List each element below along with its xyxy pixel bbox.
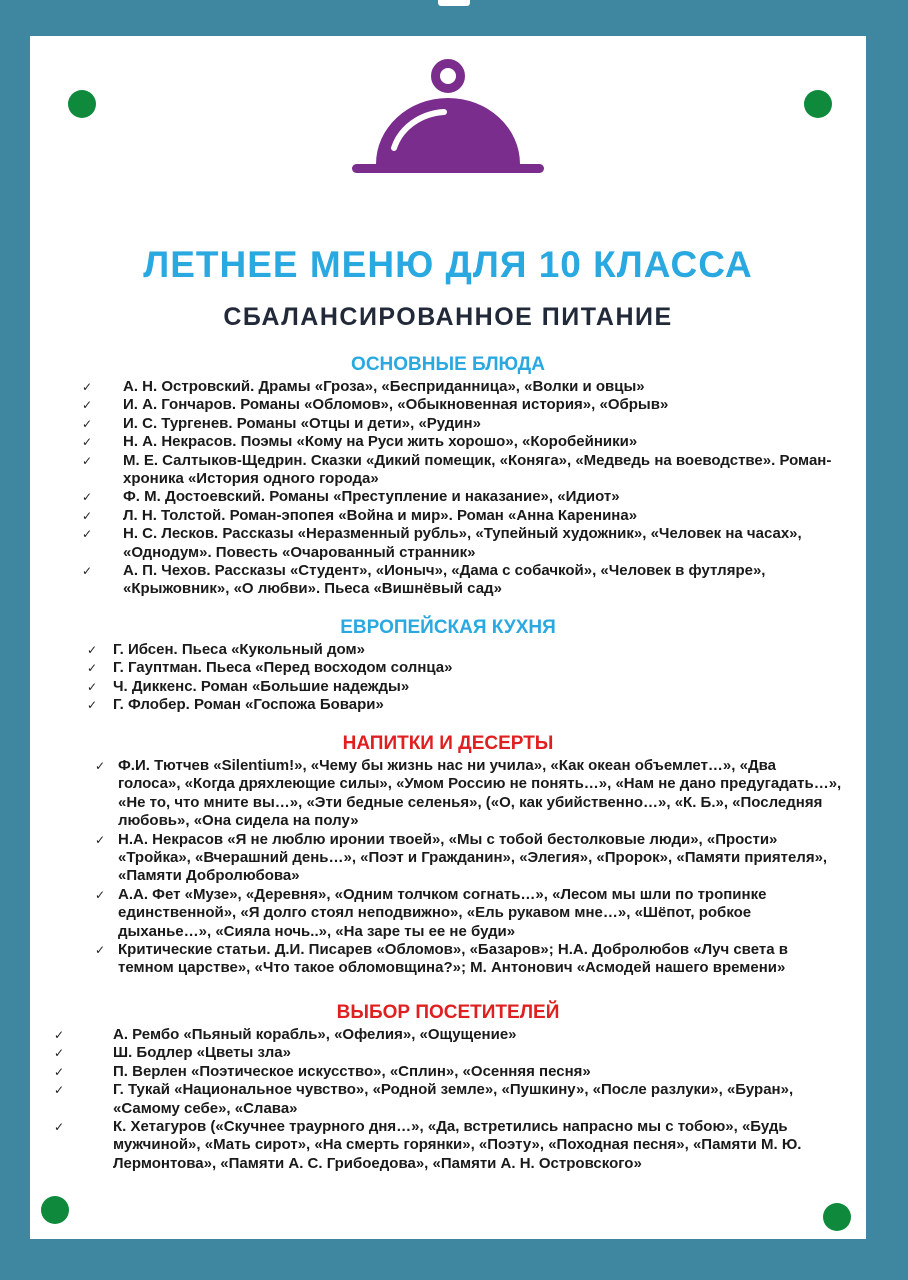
check-mark-icon: ✓ [54,1083,65,1098]
check-mark-icon: ✓ [82,490,93,505]
list-item [30,433,866,451]
item-text: К. Хетагуров («Скучнее траурного дня…», «Да, встретились напрасно мы с тобою», «Будь мужчиной», «Мать сирот», «На смерть горянки», «Поэту», «Походная песня», «Памяти М. Ю. Лермонтова», «Памяти А. С. Грибоедова», «Памяти А. Н. Островского» [113,1118,802,1172]
item-text: Л. Н. Толстой. Роман-эпопея «Война и мир». Роман «Анна Каренина» [123,506,638,524]
item-text: Н. С. Лесков. Рассказы «Неразменный рубль», «Тупейный художник», «Человек на часах», «Однодум». Повесть «Очарованный странник» [123,525,802,561]
list-item [30,886,866,941]
check-mark-icon: ✓ [95,759,106,773]
check-mark-icon: ✓ [82,527,93,542]
section-title: ОСНОВНЫЕ БЛЮДА [351,354,545,375]
section-european-cuisine [30,616,866,715]
list-item [30,452,866,489]
check-mark-icon: ✓ [82,380,93,394]
list-item [30,641,866,659]
check-mark-icon: ✓ [95,943,106,958]
list-item [30,831,866,886]
check-mark-icon: ✓ [95,832,106,847]
item-text: А.А. Фет «Музе», «Деревня», «Одним толчком согнать…», «Лесом мы шли по тропинке единственной», «Я долго стоял неподвижно», «Ель рукавом мне…», «Шёпот, робкое дыханье…», «Сияла ночь..», «На заре ты ее не буди» [118,885,767,940]
item-text: Г. Ибсен. Пьеса «Кукольный дом» [113,641,365,658]
item-text: Н. А. Некрасов. Поэмы «Кому на Руси жить хорошо», «Коробейники» [123,433,638,451]
list-item [30,378,866,396]
item-text: Г. Тукай «Национальное чувство», «Родной земле», «Пушкину», «После разлуки», «Буран», «Самому себе», «Слава» [113,1081,794,1117]
pin-bottom-right [823,1203,851,1231]
item-list [30,641,866,715]
list-item [30,562,866,599]
item-list [30,378,866,599]
list-item [30,678,866,696]
item-text: Критические статьи. Д.И. Писарев «Обломов», «Базаров»; Н.А. Добролюбов «Луч света в темном царстве», «Что такое обломовщина?»; М. Антонович «Асмодей нашего времени» [118,941,788,977]
list-item [30,1118,866,1173]
list-item [30,1026,866,1044]
pin-bottom-left [41,1196,69,1224]
item-text: М. Е. Салтыков-Щедрин. Сказки «Дикий помещик, «Коняга», «Медведь на воеводстве». Роман-хроника «История одного города» [123,451,832,488]
check-mark-icon: ✓ [87,643,98,657]
check-mark-icon: ✓ [54,1046,65,1061]
page-subtitle: СБАЛАНСИРОВАННОЕ ПИТАНИЕ [223,303,673,331]
check-mark-icon: ✓ [87,679,98,694]
list-item [30,659,866,677]
check-mark-icon: ✓ [82,564,93,579]
item-text: Г. Флобер. Роман «Госпожа Бовари» [113,696,384,714]
check-mark-icon: ✓ [87,661,98,676]
section-title: ВЫБОР ПОСЕТИТЕЛЕЙ [336,1002,560,1023]
check-mark-icon: ✓ [82,398,93,413]
item-text: А. П. Чехов. Рассказы «Студент», «Ионыч», «Дама с собачкой», «Человек в футляре», «Крыжовник», «О любви». Пьеса «Вишнёвый сад» [123,562,766,598]
item-text: Н.А. Некрасов «Я не люблю иронии твоей», «Мы с тобой бестолковые люди», «Прости» «Тройка», «Вчерашний день…», «Поэт и Гражданин», «Элегия», «Пророк», «Памяти приятеля», «Памяти Добролюбова» [118,830,828,885]
item-list [30,757,866,978]
check-mark-icon: ✓ [82,508,93,523]
serving-cloche-icon [348,56,548,176]
pin-top-left [68,90,96,118]
list-item [30,696,866,714]
item-text: П. Верлен «Поэтическое искусство», «Сплин», «Осенняя песня» [113,1062,591,1080]
list-item [30,525,866,562]
list-item [30,415,866,433]
list-item [30,1063,866,1081]
menu-sheet [30,36,866,1239]
frame-top-tab [438,0,470,6]
section-drinks-desserts [30,732,866,978]
item-text: А. Рембо «Пьяный корабль», «Офелия», «Ощущение» [113,1026,517,1043]
list-item [30,507,866,525]
check-mark-icon: ✓ [82,435,93,450]
section-visitors-choice [30,1001,866,1173]
list-item [30,396,866,414]
section-main-dishes [30,353,866,599]
list-item [30,941,866,978]
item-text: Ф.И. Тютчев «Silentium!», «Чему бы жизнь нас ни учила», «Как океан объемлет…», «Два голоса», «Когда дряхлеющие силы», «Умом Россию не понять…», «Нам не дано предугадать…», «Не то, что мните вы…», «Эти бедные селенья», («О, как убийственно…», «К. Б.», «Последняя любовь», «Она сидела на полу» [118,757,842,830]
page-title: ЛЕТНЕЕ МЕНЮ ДЛЯ 10 КЛАССА [143,244,753,285]
pin-top-right [804,90,832,118]
check-mark-icon: ✓ [82,416,93,431]
item-text: А. Н. Островский. Драмы «Гроза», «Бесприданница», «Волки и овцы» [123,378,645,395]
item-text: Ф. М. Достоевский. Романы «Преступление и наказание», «Идиот» [123,488,620,506]
item-text: Г. Гауптман. Пьеса «Перед восходом солнца» [113,659,453,677]
list-item [30,488,866,506]
item-text: Ш. Бодлер «Цветы зла» [113,1044,291,1062]
check-mark-icon: ✓ [54,1120,65,1135]
list-item [30,1044,866,1062]
section-title: НАПИТКИ И ДЕСЕРТЫ [342,733,554,754]
list-item [30,757,866,831]
item-text: И. С. Тургенев. Романы «Отцы и дети», «Рудин» [123,414,481,432]
item-list [30,1026,866,1173]
check-mark-icon: ✓ [82,453,93,468]
item-text: Ч. Диккенс. Роман «Большие надежды» [113,677,410,695]
check-mark-icon: ✓ [87,698,98,713]
section-title: ЕВРОПЕЙСКАЯ КУХНЯ [340,617,556,638]
check-mark-icon: ✓ [54,1028,65,1042]
check-mark-icon: ✓ [95,887,106,902]
list-item [30,1081,866,1118]
item-text: И. А. Гончаров. Романы «Обломов», «Обыкновенная история», «Обрыв» [123,396,669,414]
check-mark-icon: ✓ [54,1064,65,1079]
